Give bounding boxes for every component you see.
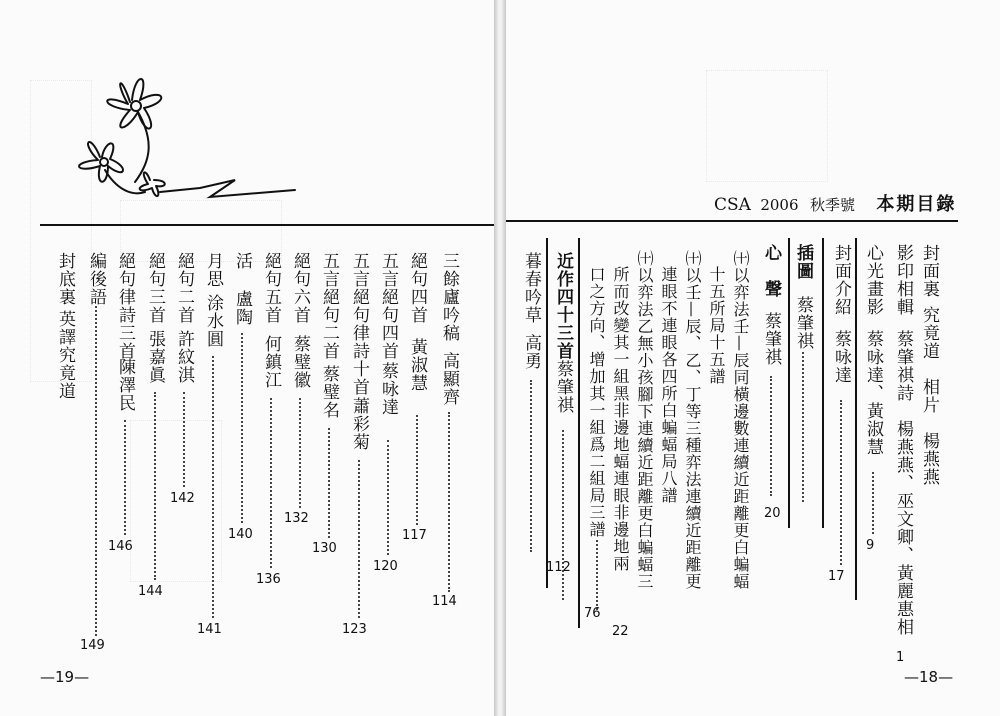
leader-dots — [448, 412, 450, 592]
column-rule — [578, 238, 580, 628]
toc-text: 蔡肇祺詩 楊燕燕、巫文卿、黃麗惠相 — [893, 330, 913, 636]
book-gutter — [494, 0, 506, 716]
magazine-name: CSA — [714, 195, 751, 215]
toc-text: 蔡咏達 — [831, 330, 851, 384]
toc-title: 絕句四首 — [407, 252, 427, 324]
leader-dots — [596, 540, 598, 610]
toc-title: 絕句律詩三首 — [115, 252, 135, 360]
toc-page: 117 — [402, 528, 427, 543]
leader-dots — [328, 428, 330, 538]
toc-title: 三餘廬吟稿 — [439, 252, 459, 342]
toc-title: 五言絕句二首 — [319, 252, 339, 360]
toc-page: 112 — [546, 560, 571, 575]
toc-page: 141 — [197, 622, 222, 637]
toc-author: 蔡璧名 — [319, 365, 339, 419]
flower-drawing — [60, 62, 320, 212]
toc-author: 英譯究竟道 — [55, 310, 75, 400]
leader-dots — [270, 398, 272, 568]
item-text: 所而改變其一組黑非邊地蝠連眼非邊地兩 — [611, 266, 630, 572]
toc-author: 蔡璧徽 — [290, 335, 310, 389]
toc-author: 張嘉眞 — [145, 330, 165, 384]
toc-author: 陳澤民 — [115, 358, 135, 412]
toc-page: 20 — [764, 506, 781, 521]
item-text: 連眼不連眼各四所白蝙蝠局八譜 — [659, 266, 678, 504]
leader-dots — [358, 460, 360, 618]
page-number: —19— — [40, 668, 90, 686]
toc-author: 高顯齊 — [439, 352, 459, 406]
leader-dots — [770, 376, 772, 496]
toc-page: 123 — [342, 622, 367, 637]
toc-title: 五言絕句律詩十首 — [349, 252, 369, 396]
toc-page: 142 — [170, 491, 195, 506]
column-rule — [822, 238, 824, 528]
toc-text: 蔡肇祺 — [793, 296, 813, 350]
leader-dots — [530, 380, 532, 552]
toc-title: 暮春吟草 — [521, 252, 541, 324]
toc-title: 活 — [232, 252, 252, 270]
item-text: 十五所局十五譜 — [707, 266, 726, 385]
toc-author: 盧陶 — [232, 290, 252, 326]
toc-heading: 本期目錄 — [876, 194, 957, 215]
leader-dots — [124, 420, 126, 535]
leader-dots — [154, 392, 156, 580]
toc-page: 140 — [228, 527, 253, 542]
header-rule — [506, 220, 958, 222]
toc-subitem — [708, 266, 724, 385]
toc-title: 五言絕句四首 — [378, 252, 398, 360]
toc-page: 132 — [284, 511, 309, 526]
toc-title: 絕句六首 — [290, 252, 310, 324]
page-number: —18— — [904, 668, 954, 686]
toc-title: 絕句三首 — [145, 252, 165, 324]
column-rule — [855, 238, 857, 600]
leader-dots — [387, 440, 389, 555]
toc-page: 136 — [256, 572, 281, 587]
leader-dots — [872, 472, 874, 534]
toc-author: 涂水圓 — [203, 294, 223, 348]
toc-title: 封底裏 — [55, 252, 75, 306]
toc-title: 心 聲 — [761, 244, 781, 298]
item-text: 口之方向、增加其一組爲二組局三譜 — [587, 266, 606, 538]
leader-dots — [183, 392, 185, 487]
watermark-ornament — [706, 70, 828, 182]
toc-title: 插圖 — [793, 244, 813, 280]
toc-subitem — [660, 266, 676, 504]
toc-subitem — [588, 266, 604, 538]
item-text: 以弈法壬—辰同橫邊數連續近距離更白蝙蝠 — [731, 267, 750, 590]
toc-title: 心光畫影 — [863, 244, 883, 316]
toc-page: 120 — [373, 559, 398, 574]
issue-season: 秋季號 — [809, 196, 855, 214]
toc-page: 76 — [584, 606, 601, 621]
toc-text: 蔡肇祺 — [553, 360, 573, 414]
toc-text: 蔡咏達、黃淑慧 — [863, 330, 883, 456]
item-marker: ㈩ — [731, 250, 750, 267]
issue-year: 2006 — [760, 196, 799, 214]
toc-subitem — [684, 250, 700, 590]
left-page — [0, 0, 494, 716]
toc-author: 許紋淇 — [174, 330, 194, 384]
toc-title: 絕句二首 — [174, 252, 194, 324]
item-marker: ㈩ — [683, 250, 702, 267]
toc-title: 編後語 — [86, 252, 106, 306]
toc-page: 9 — [866, 538, 875, 553]
leader-dots — [212, 356, 214, 618]
column-rule — [546, 238, 548, 588]
toc-page: 114 — [432, 594, 457, 609]
toc-subitem — [612, 266, 628, 572]
leader-dots — [416, 415, 418, 525]
toc-author: 蔡咏達 — [378, 362, 398, 416]
leader-dots — [299, 398, 301, 508]
toc-page: 22 — [612, 624, 629, 639]
issue-header — [714, 190, 956, 216]
item-text: 以壬—辰、乙、丁等三種弈法連續近距離更 — [683, 267, 702, 590]
toc-title: 月思 — [203, 252, 223, 288]
toc-author: 何鎮江 — [261, 335, 281, 389]
toc-title: 近作四十三首 — [553, 252, 573, 360]
toc-author: 蕭彩菊 — [349, 397, 369, 451]
leader-dots — [95, 306, 97, 636]
toc-text: 究竟道 相片 楊燕燕 — [919, 306, 939, 486]
header-rule — [40, 224, 494, 226]
toc-title: 封面裏 — [919, 244, 939, 298]
toc-subitem — [636, 250, 652, 590]
item-marker: ㈩ — [635, 250, 654, 267]
leader-dots — [241, 333, 243, 523]
leader-dots — [802, 352, 804, 502]
toc-page: 1 — [896, 650, 905, 665]
toc-title: 絕句五首 — [261, 252, 281, 324]
item-text: 以弈法乙無小孩腳下連續近距離更白蝙蝠三 — [635, 267, 654, 590]
toc-page: 130 — [312, 541, 337, 556]
toc-page: 17 — [828, 569, 845, 584]
toc-author: 黃淑慧 — [407, 338, 427, 392]
right-page — [506, 0, 1000, 716]
toc-title: 影印相輯 — [893, 244, 913, 316]
toc-subitem — [732, 250, 748, 590]
leader-dots — [840, 400, 842, 565]
toc-page: 146 — [108, 539, 133, 554]
toc-page: 149 — [80, 638, 105, 653]
column-rule — [788, 238, 790, 528]
toc-title: 封面介紹 — [831, 244, 851, 316]
toc-text: 蔡肇祺 — [761, 312, 781, 366]
toc-text: 高勇 — [521, 334, 541, 370]
toc-page: 144 — [138, 584, 163, 599]
